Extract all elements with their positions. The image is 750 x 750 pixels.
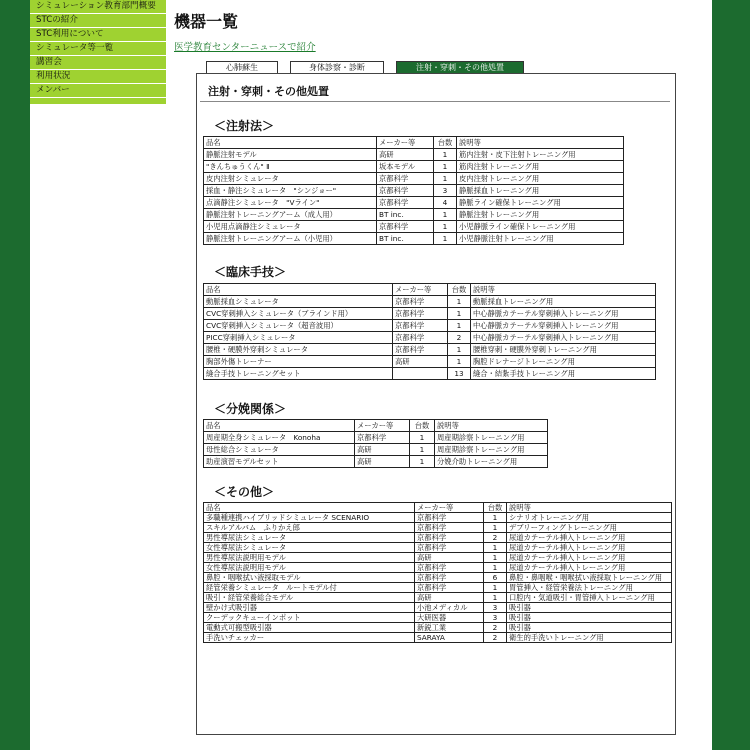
desc-cell: 腰椎穿刺・硬膜外穿刺トレーニング用: [471, 344, 656, 356]
qty-cell: 1: [410, 432, 435, 444]
maker-cell: 京都科学: [355, 432, 410, 444]
desc-cell: 縫合・結紮手技トレーニング用: [471, 368, 656, 380]
desc-cell: 静脈採血トレーニング用: [457, 185, 624, 197]
table-row: [204, 444, 548, 456]
table-header-row: [204, 503, 672, 513]
maker-cell: 京都科学: [377, 185, 434, 197]
name-cell: CVC穿刺挿入シミュレータ（ブラインド用）: [204, 308, 393, 320]
name-cell: 男性導尿法シミュレータ: [204, 533, 415, 543]
table-row: [204, 356, 656, 368]
name-cell: 男性導尿法説明用モデル: [204, 553, 415, 563]
desc-cell: 尿道カテーテル挿入トレーニング用: [507, 533, 672, 543]
section-title-injection: ＜注射法＞: [214, 119, 275, 133]
table-row: [204, 233, 624, 245]
table-row: [204, 197, 624, 209]
tab-physical-exam[interactable]: 身体診察・診断: [290, 61, 384, 73]
table-row: [204, 308, 656, 320]
table-row: [204, 603, 672, 613]
desc-cell: 中心静脈カテーテル穿刺挿入トレーニング用: [471, 332, 656, 344]
equipment-table-clinical: [203, 283, 656, 380]
maker-cell: 高研: [377, 149, 434, 161]
qty-cell: 1: [448, 320, 471, 332]
desc-cell: 分娩介助トレーニング用: [435, 456, 548, 468]
qty-cell: 3: [484, 603, 507, 613]
desc-cell: 尿道カテーテル挿入トレーニング用: [507, 543, 672, 553]
name-cell: 女性導尿法説明用モデル: [204, 563, 415, 573]
name-cell: PICC穿刺挿入シミュレータ: [204, 332, 393, 344]
maker-cell: 京都科学: [393, 320, 448, 332]
table-row: [204, 533, 672, 543]
desc-cell: 尿道カテーテル挿入トレーニング用: [507, 553, 672, 563]
equipment-table-other: [203, 502, 672, 643]
table-row: [204, 432, 548, 444]
name-cell: 助産演習モデルセット: [204, 456, 355, 468]
table-row: [204, 185, 624, 197]
maker-cell: 京都科学: [393, 308, 448, 320]
maker-cell: 高研: [393, 356, 448, 368]
desc-cell: 筋肉注射トレーニング用: [457, 161, 624, 173]
sidebar-item-overview[interactable]: シミュレーション教育部門概要: [30, 0, 166, 14]
maker-cell: 京都科学: [377, 221, 434, 233]
page-title: 機器一覧: [174, 12, 239, 31]
maker-cell: 京都科学: [415, 523, 484, 533]
qty-cell: 1: [484, 583, 507, 593]
qty-cell: 1: [484, 593, 507, 603]
name-cell: 手洗いチェッカー: [204, 633, 415, 643]
sidebar-item-stc-usage[interactable]: STC利用について: [30, 28, 166, 42]
qty-cell: 1: [434, 221, 457, 233]
table-header-row: [204, 284, 656, 296]
maker-cell: 京都科学: [415, 573, 484, 583]
table-row: [204, 209, 624, 221]
table-row: [204, 221, 624, 233]
qty-cell: 1: [410, 456, 435, 468]
page: [30, 0, 712, 750]
sidebar-item-members[interactable]: メンバー: [30, 84, 166, 98]
column-header-maker: メーカー等: [415, 503, 484, 513]
desc-cell: 小児静脈注射トレーニング用: [457, 233, 624, 245]
desc-cell: 皮内注射トレーニング用: [457, 173, 624, 185]
table-row: [204, 149, 624, 161]
column-header-desc: 説明等: [471, 284, 656, 296]
qty-cell: 2: [448, 332, 471, 344]
column-header-maker: メーカー等: [393, 284, 448, 296]
maker-cell: [393, 368, 448, 380]
table-row: [204, 320, 656, 332]
qty-cell: 1: [484, 553, 507, 563]
desc-cell: 静脈ライン確保トレーニング用: [457, 197, 624, 209]
maker-cell: 高研: [355, 456, 410, 468]
qty-cell: 1: [448, 296, 471, 308]
section-title-clinical: ＜臨床手技＞: [214, 265, 287, 279]
column-header-name: 品名: [204, 503, 415, 513]
desc-cell: 吸引器: [507, 603, 672, 613]
qty-cell: 2: [484, 533, 507, 543]
maker-cell: 高研: [355, 444, 410, 456]
name-cell: 点滴静注シミュレータ "Vライン": [204, 197, 377, 209]
table-row: [204, 633, 672, 643]
column-header-name: 品名: [204, 420, 355, 432]
name-cell: 静脈注射トレーニングアーム（成人用）: [204, 209, 377, 221]
qty-cell: 6: [484, 573, 507, 583]
name-cell: 電動式可搬型吸引器: [204, 623, 415, 633]
name-cell: 壁かけ式吸引器: [204, 603, 415, 613]
table-row: [204, 553, 672, 563]
table-header-row: [204, 420, 548, 432]
desc-cell: 中心静脈カテーテル穿刺挿入トレーニング用: [471, 320, 656, 332]
maker-cell: 京都科学: [393, 344, 448, 356]
name-cell: 胸部外傷トレーナー: [204, 356, 393, 368]
qty-cell: 4: [434, 197, 457, 209]
qty-cell: 1: [434, 209, 457, 221]
name-cell: 母性総合シミュレータ: [204, 444, 355, 456]
name-cell: 女性導尿法シミュレータ: [204, 543, 415, 553]
sidebar-padding: [30, 98, 166, 104]
name-cell: 周産期全身シミュレータ Konoha: [204, 432, 355, 444]
qty-cell: 1: [410, 444, 435, 456]
table-header-row: [204, 137, 624, 149]
sidebar-item-courses[interactable]: 講習会: [30, 56, 166, 70]
table-row: [204, 368, 656, 380]
maker-cell: 坂本モデル: [377, 161, 434, 173]
name-cell: 腰椎・硬膜外穿刺シミュレータ: [204, 344, 393, 356]
maker-cell: 京都科学: [393, 296, 448, 308]
table-row: [204, 523, 672, 533]
maker-cell: 小池メディカル: [415, 603, 484, 613]
maker-cell: 京都科学: [415, 543, 484, 553]
name-cell: 動脈採血シミュレータ: [204, 296, 393, 308]
name-cell: 採血・静注シミュレータ "シンジョー": [204, 185, 377, 197]
name-cell: 吸引・経管栄養総合モデル: [204, 593, 415, 603]
column-header-name: 品名: [204, 137, 377, 149]
qty-cell: 2: [484, 633, 507, 643]
table-row: [204, 563, 672, 573]
name-cell: クーデックキューインポット: [204, 613, 415, 623]
panel-title: 注射・穿刺・その他処置: [208, 85, 329, 98]
maker-cell: 京都科学: [415, 583, 484, 593]
news-link[interactable]: 医学教育センターニュースで紹介: [174, 42, 316, 53]
maker-cell: SARAYA: [415, 633, 484, 643]
qty-cell: 3: [484, 613, 507, 623]
table-row: [204, 593, 672, 603]
qty-cell: 1: [448, 308, 471, 320]
column-header-desc: 説明等: [507, 503, 672, 513]
desc-cell: デブリーフィングトレーニング用: [507, 523, 672, 533]
desc-cell: シナリオトレーニング用: [507, 513, 672, 523]
qty-cell: 2: [484, 623, 507, 633]
table-row: [204, 161, 624, 173]
qty-cell: 3: [434, 185, 457, 197]
maker-cell: 京都科学: [377, 173, 434, 185]
maker-cell: 高研: [415, 553, 484, 563]
name-cell: 小児用点滴静注シミュレータ: [204, 221, 377, 233]
desc-cell: 筋内注射・皮下注射トレーニング用: [457, 149, 624, 161]
maker-cell: 新鋭工業: [415, 623, 484, 633]
desc-cell: 胃管挿入・経管栄養法トレーニング用: [507, 583, 672, 593]
table-row: [204, 296, 656, 308]
table-row: [204, 543, 672, 553]
column-header-qty: 台数: [484, 503, 507, 513]
table-row: [204, 613, 672, 623]
table-row: [204, 513, 672, 523]
column-header-qty: 台数: [448, 284, 471, 296]
maker-cell: BT inc.: [377, 233, 434, 245]
desc-cell: 衛生的手洗いトレーニング用: [507, 633, 672, 643]
desc-cell: 周産期診察トレーニング用: [435, 444, 548, 456]
sidebar-item-simulator-list[interactable]: シミュレータ等一覧: [30, 42, 166, 56]
section-title-delivery: ＜分娩関係＞: [214, 402, 287, 416]
maker-cell: 高研: [415, 593, 484, 603]
tab-injection[interactable]: 注射・穿刺・その他処置: [396, 61, 524, 73]
name-cell: 静脈注射トレーニングアーム（小児用）: [204, 233, 377, 245]
name-cell: 縫合手技トレーニングセット: [204, 368, 393, 380]
maker-cell: BT inc.: [377, 209, 434, 221]
maker-cell: 京都科学: [415, 533, 484, 543]
table-row: [204, 623, 672, 633]
desc-cell: 口腔内・気道吸引・胃管挿入トレーニング用: [507, 593, 672, 603]
panel-divider: [200, 101, 670, 102]
desc-cell: 動脈採血トレーニング用: [471, 296, 656, 308]
desc-cell: 周産期診察トレーニング用: [435, 432, 548, 444]
section-title-other: ＜その他＞: [214, 485, 275, 499]
tab-cpr[interactable]: 心肺蘇生: [206, 61, 278, 73]
column-header-desc: 説明等: [435, 420, 548, 432]
qty-cell: 13: [448, 368, 471, 380]
equipment-table-injection: [203, 136, 624, 245]
table-row: [204, 173, 624, 185]
name-cell: スキルアルバム ふりかえ郎: [204, 523, 415, 533]
desc-cell: 静脈注射トレーニング用: [457, 209, 624, 221]
maker-cell: 京都科学: [393, 332, 448, 344]
sidebar-item-stc-intro[interactable]: STCの紹介: [30, 14, 166, 28]
maker-cell: 大研医器: [415, 613, 484, 623]
sidebar-item-usage-status[interactable]: 利用状況: [30, 70, 166, 84]
table-row: [204, 583, 672, 593]
qty-cell: 1: [448, 344, 471, 356]
qty-cell: 1: [484, 523, 507, 533]
desc-cell: 吸引器: [507, 623, 672, 633]
name-cell: 鼻腔・咽喉拭い液採取モデル: [204, 573, 415, 583]
qty-cell: 1: [434, 161, 457, 173]
name-cell: 静脈注射モデル: [204, 149, 377, 161]
column-header-desc: 説明等: [457, 137, 624, 149]
name-cell: 皮内注射シミュレータ: [204, 173, 377, 185]
name-cell: 経管栄養シミュレータ ルートモデル付: [204, 583, 415, 593]
desc-cell: 小児静脈ライン確保トレーニング用: [457, 221, 624, 233]
desc-cell: 鼻腔・鼻咽喉・咽喉拭い液採取トレーニング用: [507, 573, 672, 583]
qty-cell: 1: [448, 356, 471, 368]
qty-cell: 1: [484, 563, 507, 573]
table-row: [204, 456, 548, 468]
qty-cell: 1: [434, 149, 457, 161]
table-row: [204, 573, 672, 583]
desc-cell: 胸腔ドレナージトレーニング用: [471, 356, 656, 368]
table-row: [204, 332, 656, 344]
column-header-maker: メーカー等: [355, 420, 410, 432]
qty-cell: 1: [434, 233, 457, 245]
name-cell: 多職種連携ハイブリッドシミュレータ SCENARIO: [204, 513, 415, 523]
equipment-table-delivery: [203, 419, 548, 468]
column-header-maker: メーカー等: [377, 137, 434, 149]
desc-cell: 中心静脈カテーテル穿刺挿入トレーニング用: [471, 308, 656, 320]
desc-cell: 吸引器: [507, 613, 672, 623]
maker-cell: 京都科学: [377, 197, 434, 209]
column-header-qty: 台数: [434, 137, 457, 149]
table-row: [204, 344, 656, 356]
qty-cell: 1: [434, 173, 457, 185]
name-cell: CVC穿刺挿入シミュレータ（超音波用）: [204, 320, 393, 332]
qty-cell: 1: [484, 543, 507, 553]
column-header-qty: 台数: [410, 420, 435, 432]
maker-cell: 京都科学: [415, 563, 484, 573]
qty-cell: 1: [484, 513, 507, 523]
desc-cell: 尿道カテーテル挿入トレーニング用: [507, 563, 672, 573]
maker-cell: 京都科学: [415, 513, 484, 523]
sidebar-nav: [30, 0, 166, 104]
column-header-name: 品名: [204, 284, 393, 296]
name-cell: "きんちゅうくん" Ⅱ: [204, 161, 377, 173]
